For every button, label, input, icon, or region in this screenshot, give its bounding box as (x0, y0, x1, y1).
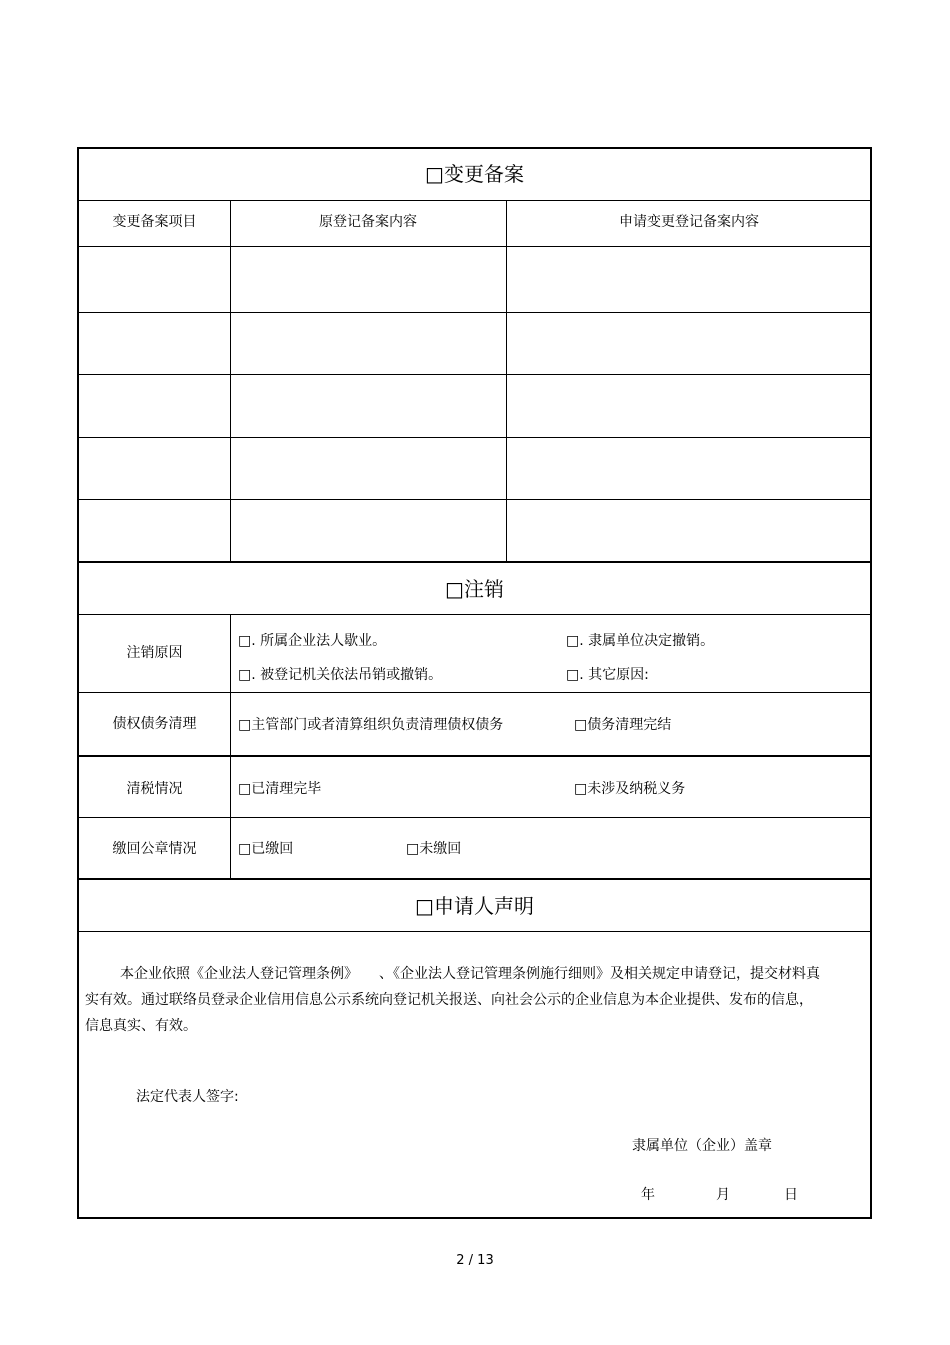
original-content-cell[interactable] (231, 500, 506, 561)
debt-option[interactable]: □主管部门或者清算组织负责清理债权债务 (238, 717, 504, 733)
cancel-reason-label: 注销原因 (126, 645, 183, 661)
divider (230, 200, 231, 562)
date-day-label: 日 (784, 1187, 798, 1203)
signature-field[interactable] (254, 1081, 554, 1111)
date-month-label: 月 (716, 1187, 730, 1203)
new-content-cell[interactable] (507, 438, 871, 499)
divider (79, 614, 870, 615)
header-new-content: 申请变更登记备案内容 (619, 214, 759, 230)
signature-label: 法定代表人签字: (136, 1089, 239, 1105)
divider (79, 878, 870, 880)
tax-option[interactable]: □已清理完毕 (238, 781, 322, 797)
divider (506, 200, 507, 562)
new-content-cell[interactable] (507, 313, 871, 374)
declaration-title: □申请人声明 (415, 894, 534, 918)
original-content-cell[interactable] (231, 247, 506, 312)
declaration-text: 本企业依照《企业法人登记管理条例》 、《企业法人登记管理条例施行细则》及相关规定申请登记，提交材料真实有效。通过联络员登录企业信用信息公示系统向登记机关报送、向社会公示的企业信息为本企业提供、发布的信息，信息真实、有效。 (85, 966, 820, 1034)
change-item-cell[interactable] (79, 247, 230, 312)
change-item-cell[interactable] (79, 438, 230, 499)
divider (79, 817, 870, 818)
registration-form (77, 147, 872, 1219)
reason-option[interactable]: □. 所属企业法人歇业。 (238, 633, 387, 649)
debt-clearance-label: 债权债务清理 (112, 716, 197, 732)
divider (79, 561, 870, 563)
original-content-cell[interactable] (231, 375, 506, 437)
header-change-item: 变更备案项目 (112, 214, 197, 230)
page-number: 2 / 13 (456, 1253, 494, 1268)
divider (79, 755, 870, 757)
new-content-cell[interactable] (507, 247, 871, 312)
change-item-cell[interactable] (79, 375, 230, 437)
header-original-content: 原登记备案内容 (319, 214, 417, 230)
divider (79, 200, 870, 201)
divider (79, 692, 870, 693)
stamp-label: 隶属单位（企业）盖章 (632, 1138, 772, 1154)
change-item-cell[interactable] (79, 500, 230, 561)
divider (79, 931, 870, 932)
tax-status-label: 清税情况 (126, 781, 183, 797)
date-year-label: 年 (641, 1187, 655, 1203)
seal-return-label: 缴回公章情况 (112, 841, 197, 857)
divider (230, 614, 231, 879)
debt-option[interactable]: □债务清理完结 (574, 717, 672, 733)
cancel-section-title: □注销 (445, 577, 504, 601)
change-section-title: □变更备案 (425, 162, 524, 186)
reason-option[interactable]: □. 隶属单位决定撤销。 (566, 633, 715, 649)
original-content-cell[interactable] (231, 313, 506, 374)
new-content-cell[interactable] (507, 500, 871, 561)
original-content-cell[interactable] (231, 438, 506, 499)
tax-option[interactable]: □未涉及纳税义务 (574, 781, 686, 797)
reason-option[interactable]: □. 被登记机关依法吊销或撤销。 (238, 667, 443, 683)
change-item-cell[interactable] (79, 313, 230, 374)
seal-option[interactable]: □已缴回 (238, 841, 294, 857)
reason-option[interactable]: □. 其它原因: (566, 667, 649, 683)
new-content-cell[interactable] (507, 375, 871, 437)
seal-option[interactable]: □未缴回 (406, 841, 462, 857)
